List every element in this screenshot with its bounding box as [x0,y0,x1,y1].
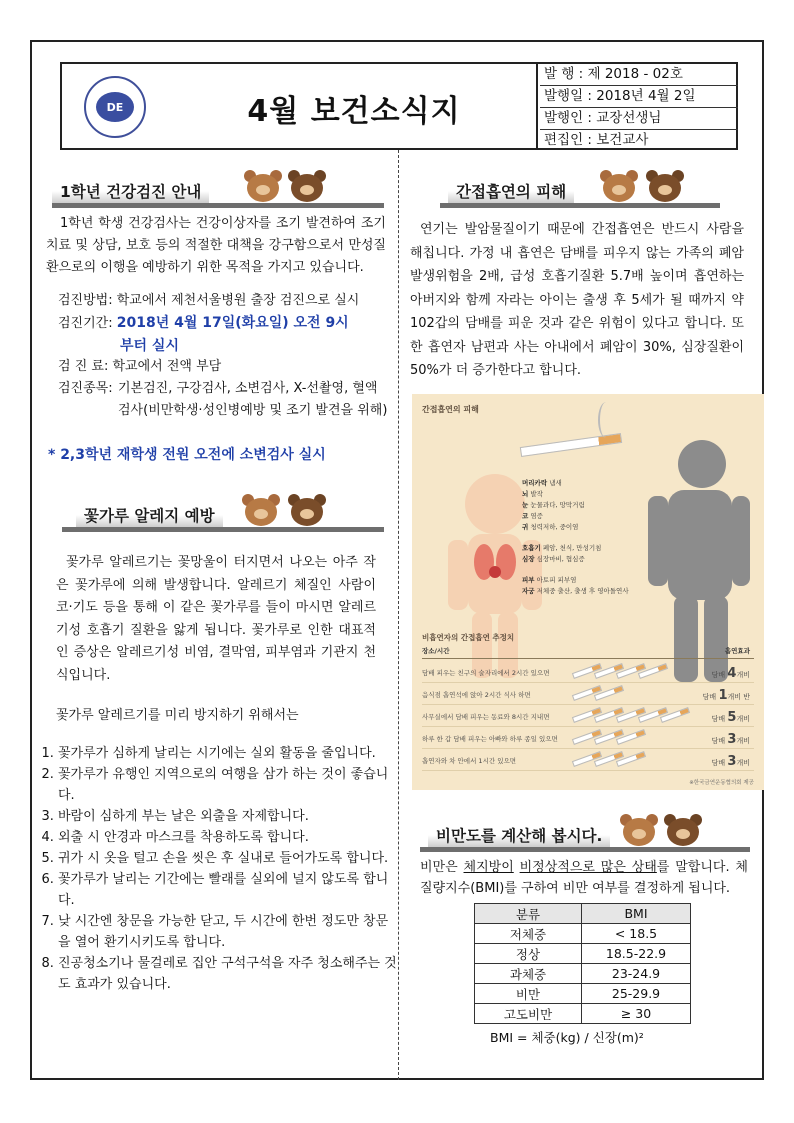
table-row [475,984,691,1004]
meta-editor: 편집인 : 보건교사 [544,132,649,148]
estimate-row [422,706,754,727]
section-underline [420,847,750,852]
estimate-value: 담배 1개비 반 [702,688,750,703]
section-health-checkup-heading [52,168,384,208]
school-logo [84,76,146,138]
secondhand-smoke-text: 연기는 발암물질이기 때문에 간접흡연은 반드시 사람을 해칩니다. 가정 내 흡연은 담배를 피우지 않는 가족의 폐암 발생위험을 2배, 급성 호흡기질환 5.7배 높이며 흡연하는 아버지와 함께 자라는 아이는 출생 후 5세가 될 때까지 약 102갑의 담배를 피운 것과 같은 위험이 있다고 합니다. 또한 흡연자 남편과 사는 아내에서 폐암이 30%, 심장질환이 50%가 더 증가한다고 합니다. [410,222,744,378]
estimate-row-label: 음식점 흡연석에 앉아 2시간 식사 하면 [422,691,531,699]
bmi-formula: BMI = 체중(kg) / 신장(m)² [490,1030,644,1045]
estimate-row [422,728,754,749]
table-row [475,964,691,984]
items-value: 기본검진, 구강검사, 소변검사, X-선촬영, 혈액검사(비만학생·성인병예방 및 조기 발견을 위해) [118,381,388,418]
checkup-method: 검진방법: 학교에서 제천서울병원 출장 검진으로 실시 [58,293,360,308]
bear-icon [288,494,326,528]
meta-publisher: 발행인 : 교장선생님 [540,108,738,130]
estimate-row-label: 담배 피우는 친구의 술자리에서 2시간 있으면 [422,669,550,677]
damage-label: 자궁 저체중 출산, 출생 후 영아돌연사 [522,587,629,595]
publication-meta [540,64,738,148]
bmi-table [474,903,691,1024]
estimate-row-label: 흡연자와 차 안에서 1시간 있으면 [422,757,517,765]
bear-icon [600,170,638,204]
logo-cell [62,64,174,148]
estimate-value: 담배 3개비 [711,754,750,769]
bear-icon [288,170,326,204]
logo-emblem [96,92,134,122]
table-header: BMI [582,904,691,924]
table-cell: 정상 [475,944,582,964]
infographic-source: ※한국금연운동협의회 제공 [689,780,754,786]
list-item: 2. 꽃가루가 유행인 지역으로의 여행을 삼가 하는 것이 좋습니다. [58,764,398,806]
estimate-value: 담배 5개비 [711,710,750,725]
table-row [475,924,691,944]
bear-icon [244,170,282,204]
table-cell: 과체중 [475,964,582,984]
estimate-row [422,684,754,705]
bmi-text-part: 비만은 [420,860,464,875]
bear-icon [664,814,702,848]
table-cell: 23-24.9 [582,964,691,984]
page-title: 4월 보건소식지 [247,94,461,129]
section-title: 꽃가루 알레지 예방 [76,502,223,528]
period-value: 2018년 4월 17일(화요일) 오전 9시 [116,315,349,331]
section-title: 비만도를 계산해 봅시다. [428,822,610,848]
list-item: 5. 귀가 시 옷을 털고 손을 씻은 후 실내로 들어가도록 합니다. [58,848,398,869]
damage-label: 귀 청력저하, 중이염 [522,523,579,531]
estimate-value: 담배 3개비 [711,732,750,747]
table-cell: 저체중 [475,924,582,944]
table-cell: ≥ 30 [582,1004,691,1024]
estimate-row [422,662,754,683]
damage-label: 호흡기 폐암, 천식, 만성기침 [522,544,602,552]
urine-test-note: * 2,3학년 재학생 전원 오전에 소변검사 실시 [48,447,326,463]
damage-label: 머리카락 냄새 [522,479,562,487]
section-pollen-allergy-heading [62,492,384,532]
pollen-lead: 꽃가루 알레르기를 미리 방지하기 위해서는 [56,708,299,723]
damage-label: 뇌 발작 [522,490,543,498]
infographic-title: 간접흡연의 피해 [422,405,479,414]
col-left: 장소/시간 [422,647,450,655]
damage-labels [522,478,629,597]
table-header-row [475,904,691,924]
bear-icon [242,494,280,528]
list-item: 8. 진공청소기나 물걸레로 집안 구석구석을 자주 청소해주는 것도 효과가 있습니다. [58,953,398,995]
bmi-underlined-term: 체지방이 [463,860,514,875]
section-underline [52,203,384,208]
meta-date: 발행일 : 2018년 4월 2일 [540,86,738,108]
table-row [475,1004,691,1024]
bear-icon [646,170,684,204]
estimate-value: 담배 4개비 [711,666,750,681]
estimate-row-label: 하루 한 갑 담배 피우는 아빠와 하루 종일 있으면 [422,735,558,743]
table-cell: < 18.5 [582,924,691,944]
bmi-text-part: 를 말합니다. 체질량지수(BMI)를 구하여 비만 여부를 결정하게 됩니다. [420,860,748,896]
checkup-period [58,312,388,358]
column-divider [398,150,400,1080]
newsletter-header [60,62,738,150]
bmi-intro [420,857,748,899]
estimate-row [422,750,754,771]
estimate-subtitle: 비흡연자의 간접흡연 추정치 [422,633,515,642]
period-value-2: 부터 실시 [120,338,179,354]
checkup-intro: 1학년 학생 건강검사는 건강이상자를 조기 발견하여 조기치료 및 상담, 보호 등의 적절한 대책을 강구함으로서 만성질환으로의 이행을 예방하기 위한 목적을 가지고 있습니다. [46,216,386,275]
section-title: 간접흡연의 피해 [448,178,574,204]
estimate-row-label: 사무실에서 담배 피우는 동료와 8시간 지내면 [422,713,550,721]
title-cell [172,64,538,148]
list-item: 7. 낮 시간엔 창문을 가능한 닫고, 두 시간에 한번 정도만 창문을 열어 환기시키도록 합니다. [58,911,398,953]
list-item: 1. 꽃가루가 심하게 날리는 시기에는 실외 활동을 줄입니다. [58,743,398,764]
table-cell: 비만 [475,984,582,1004]
logo-text: DE [106,101,124,114]
section-underline [62,527,384,532]
table-cell: 18.5-22.9 [582,944,691,964]
meta-issue: 발 행 : 제 2018 - 02호 [540,64,738,86]
list-item: 3. 바람이 심하게 부는 날은 외출을 자제합니다. [58,806,398,827]
list-item: 6. 꽃가루가 날리는 기간에는 빨래를 실외에 널지 않도록 합니다. [58,869,398,911]
section-title: 1학년 건강검진 안내 [52,178,209,204]
table-header: 분류 [475,904,582,924]
period-label: 검진기간: [58,316,113,331]
table-cell: 25-29.9 [582,984,691,1004]
damage-label: 피부 아토피 피부염 [522,576,577,584]
damage-label: 눈 눈물과다, 망막거림 [522,501,585,509]
checkup-fee: 검 진 료: 학교에서 전액 부담 [58,359,222,374]
pollen-prevention-list [38,743,398,995]
bmi-underlined-term: 비정상적으로 많은 상태 [519,860,657,875]
section-underline [440,203,720,208]
table-cell: 고도비만 [475,1004,582,1024]
section-secondhand-smoke-heading [440,168,720,208]
section-bmi-heading [420,812,750,852]
damage-label: 심장 심장마비, 협심증 [522,555,585,563]
bear-icon [620,814,658,848]
secondhand-smoke-infographic [412,394,764,790]
col-right: 흡연효과 [724,647,750,655]
damage-label: 코 염증 [522,512,543,520]
list-item: 4. 외출 시 안경과 마스크를 착용하도록 합니다. [58,827,398,848]
table-row [475,944,691,964]
pollen-intro: 꽃가루 알레르기는 꽃망울이 터지면서 나오는 아주 작은 꽃가루에 의해 발생합니다. 알레르기 체질인 사람이 코·기도 등을 통해 이 같은 꽃가루를 들이 마시면 알레르기성 호흡기 질환을 앓게 됩니다. 꽃가루로 인한 대표적인 증상은 알레르기성 비염, 결막염, 피부염과 기관지 천식입니다. [56,555,376,683]
items-label: 검진종목: [58,381,113,396]
smoke-icon [598,402,614,438]
estimate-header-row [422,646,754,659]
